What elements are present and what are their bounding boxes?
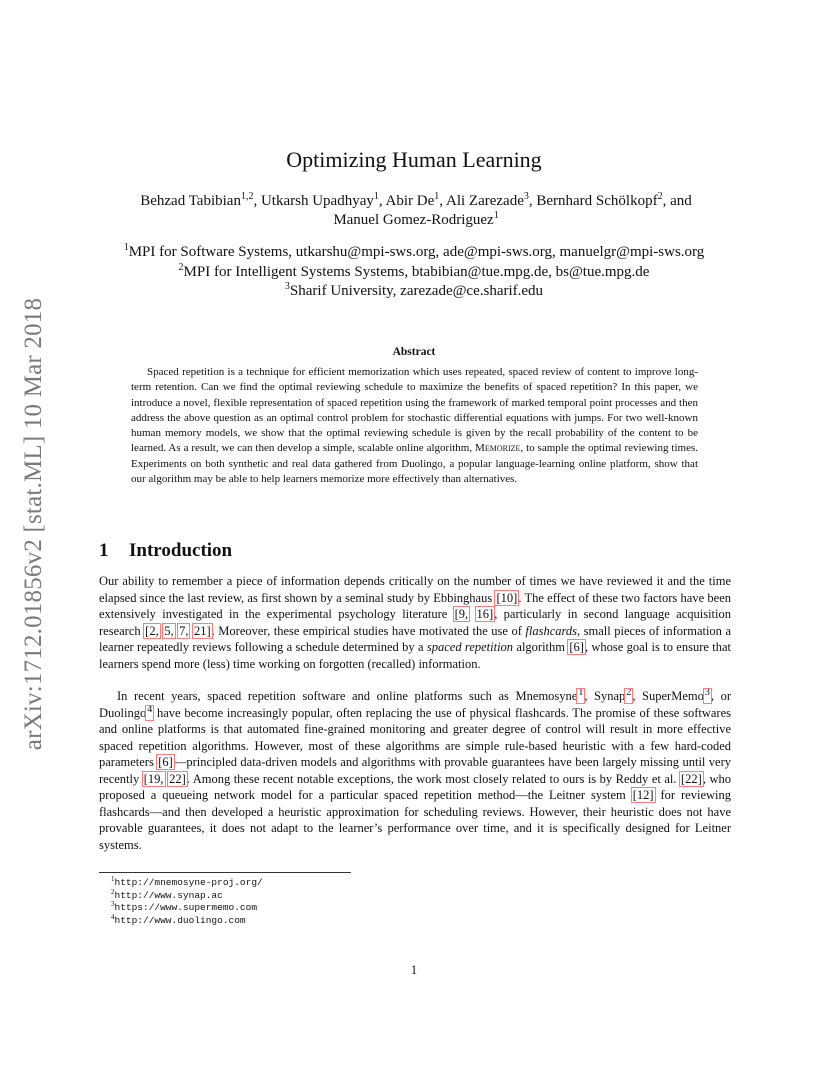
author-affiliation-mark: 3 [523,191,529,202]
author-name: Ali Zarezade [445,193,524,209]
paragraph-text: , SuperMemo [632,689,704,703]
paragraph-text: , or Duolingo [99,689,731,720]
citation-link[interactable]: 5, [164,623,174,638]
paragraph-text: . Among these recent notable exceptions, the work most closely related to ours is by Reddy et al. [186,771,681,786]
section-heading [99,540,232,562]
author-name: Abir De [385,193,435,209]
algorithm-name: Memorize [475,442,521,455]
footnote [111,902,263,915]
paragraph-text: have become increasingly popular, often replacing the use of physical flashcards. The promise of these softwares and online platforms is that automated fine-grained monitoring and greater degree of control will result in more effective spaced repetition algorithms. However, most of these algorithms are simple rule-based heuristic with a few hard-coded parameters [99,705,731,770]
footnote-number: 4 [111,912,115,921]
citation-link[interactable]: [2, [145,623,159,638]
affiliation-text: MPI for Intelligent Systems Systems, btabibian@tue.mpg.de, bs@tue.mpg.de [183,263,650,280]
paragraph [99,573,731,672]
citation-link[interactable]: [6] [158,755,173,770]
citation-link[interactable]: 21] [194,623,211,638]
author-affiliation-mark: 1 [434,191,440,202]
author-conjunction: and [670,193,692,209]
footnote-mark: 4 [147,703,153,715]
paragraph-text: In recent years, spaced repetition software and online platforms such as Mnemosyne [117,689,578,703]
footnote [111,887,263,903]
paragraph-text: , whose goal is to ensure that learners spend more (less) time working on forgotten (recalled) information. [99,640,732,671]
footnote-mark: 1 [578,686,584,698]
footnote-number: 3 [111,900,115,909]
paragraph-text: , small pieces of information a learner repeatedly reviews following a schedule determined by a [99,623,731,655]
paragraph-text: —principled data-driven models and algorithms with provable guarantees have been largely missing until very recently [99,755,732,786]
affiliation-mark: 2 [178,261,184,273]
page-number: 1 [410,963,418,977]
author-name: Manuel Gomez-Rodriguez [333,212,494,228]
affiliation-mark: 1 [123,242,129,253]
affiliation-text: Sharif University, zarezade@ce.sharif.edu [289,283,544,299]
footnote-mark: 3 [704,686,710,698]
paragraph-text: , Synap [584,689,626,703]
paragraph-text: algorithm [513,640,569,655]
author-affiliation-mark: 1,2 [240,191,254,202]
footnote-url[interactable]: http://www.duolingo.com [114,914,246,926]
citation-link[interactable]: [6] [569,640,584,655]
citation-link[interactable]: [22] [681,771,702,786]
paragraph [99,688,731,853]
emphasis-text: flashcards [525,623,578,638]
affiliations [60,243,768,302]
paper-title: Optimizing Human Learning [286,147,542,172]
paragraph-text: for reviewing flashcards—and then developed a heuristic approximation for scheduling reviews. However, their heuristic does not have provable guarantees, it does not adapt to the learner’s performance over time, and it is specifically designed for Leitner systems. [99,788,731,852]
citation-link[interactable]: [12] [632,788,654,803]
affiliation-line [60,282,768,302]
footnote-number: 2 [111,887,115,896]
citation-link[interactable]: [9, [454,607,469,622]
footnote-url[interactable]: http://www.synap.ac [114,889,223,901]
paragraph-text: , who proposed a queueing network model for a particular spaced repetition method—the Leitner system [99,771,732,803]
abstract-text: , to sample the optimal reviewing times. Experiments on both synthetic and real data gathered from Duolingo, a popular language-learning online platform, show that our algorithm may be able to help learners memorize more effectively than alternatives. [131,442,698,486]
footnote-mark: 2 [626,686,632,698]
affiliation-text: MPI for Software Systems, utkarshu@mpi-sws.org, ade@mpi-sws.org, manuelgr@mpi-sws.org [128,244,705,260]
paragraph-text: . Moreover, these empirical studies have motivated the use of [211,623,526,638]
author-name: Behzad Tabibian [140,193,241,209]
paragraph-text: Our ability to remember a piece of information depends critically on the number of times we have reviewed it and the time elapsed since the last review, as first shown by a seminal study by Ebbinghaus [99,574,731,605]
footnote-divider [99,872,351,873]
paragraph-text: . The effect of these two factors have been extensively investigated in the experimental psychology literature [99,590,731,622]
author-list: Behzad Tabibian$^{1,2}$, Utkarsh Upadhyay$^1$, Abir De$^1$, Ali Zarezade$^3$, Bernhard Schölkopf$^2$, and Manuel Gomez-Rodriguez$^1$ [140,191,692,228]
paragraph-text: , particularly in second language acquisition research [99,607,732,638]
footnote [111,912,263,928]
citation-link[interactable]: 7, [179,623,189,638]
author-affiliation-mark: 1 [373,191,379,202]
affiliation-mark: 3 [284,281,290,292]
emphasis-text: spaced repetition [426,640,514,655]
author-name: Bernhard Schölkopf [536,193,658,209]
arxiv-identifier: arXiv:1712.01856v2 [stat.ML] 10 Mar 2018 [20,297,47,751]
citation-link[interactable]: [10] [496,590,518,605]
affiliation-line [60,243,768,263]
footnote [111,874,263,890]
footnote-url[interactable]: http://mnemosyne-proj.org/ [114,877,263,888]
citation-link[interactable]: [19, [143,771,164,786]
footnote-url[interactable]: https://www.supermemo.com [114,902,258,914]
footnote-link[interactable] [704,686,711,703]
section-number: 1 [99,540,109,561]
abstract-body [131,365,698,487]
abstract-text: Spaced repetition is a technique for efficient memorization which uses repeated, spaced review of content to improve long-term retention. Can we find the optimal reviewing schedule to maximize the benefits of spaced repetition? In this paper, we introduce a novel, flexible representation of spaced repetition using the framework of marked temporal point processes and then address the above question as an optimal control problem for stochastic differential equations with jumps. For two well-known human memory models, we show that the optimal reviewing schedule is given by the recall probability of the content to be learned. As a result, we can then develop a simple, scalable online algorithm, [131,366,698,455]
author-affiliation-mark: 2 [657,191,663,202]
section-title: Introduction [129,540,233,561]
author-affiliation-mark: 1 [493,210,499,221]
affiliation-line [60,263,768,283]
footnotes [111,874,263,927]
footnote-number: 1 [111,874,115,883]
citation-link[interactable]: 22] [169,771,186,786]
citation-link[interactable]: 16] [476,607,494,622]
author-name: Utkarsh Upadhyay [260,193,374,209]
abstract-heading: Abstract [392,346,436,358]
